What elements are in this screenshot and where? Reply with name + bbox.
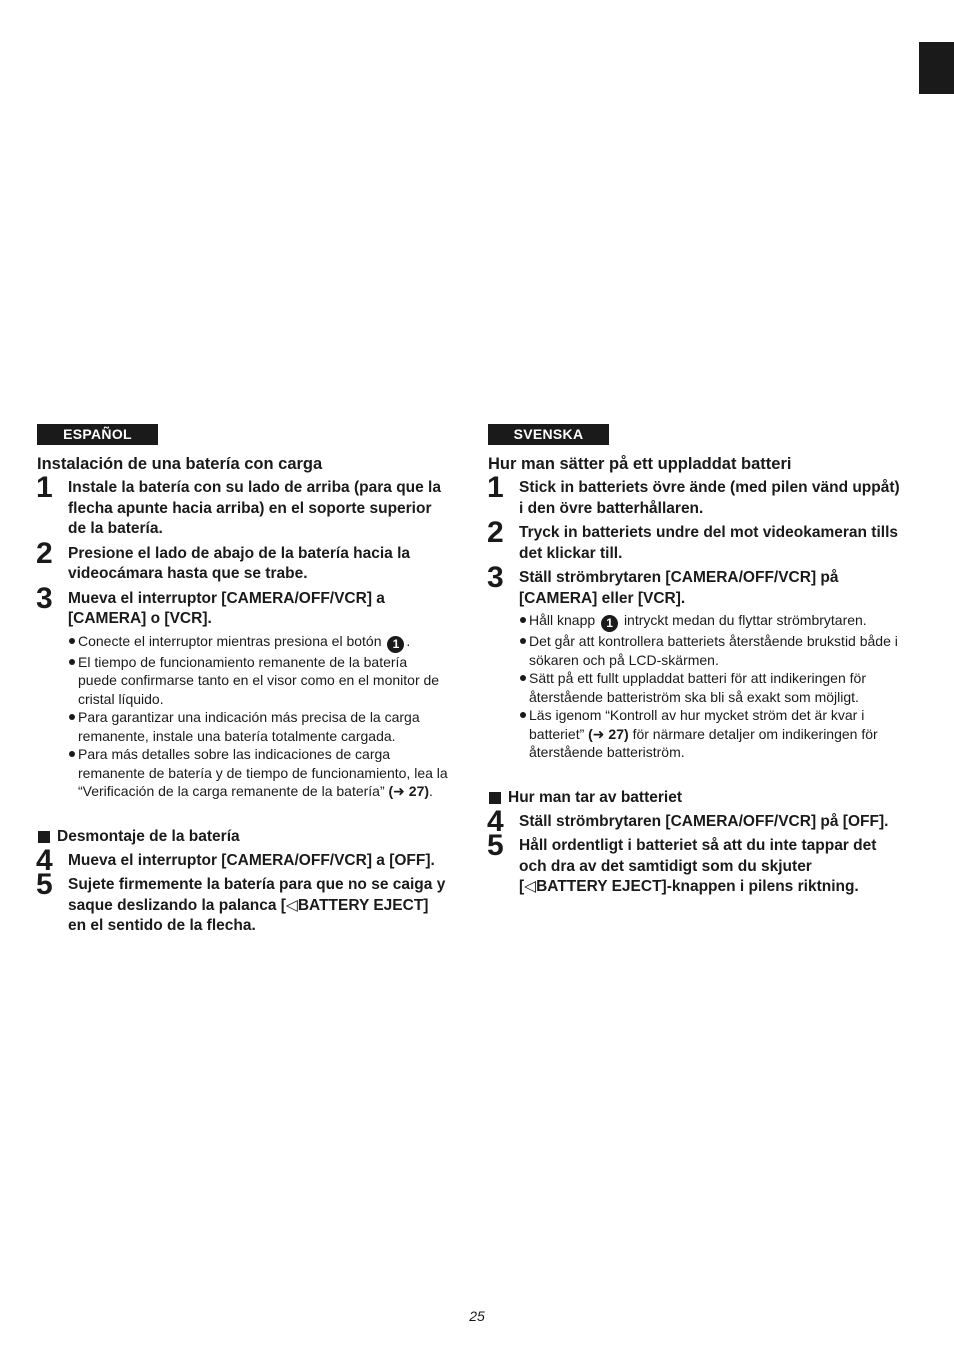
language-label-sv: SVENSKA bbox=[488, 424, 609, 445]
note-item: Det går att kontrollera batteriets återstående brukstid både i sökaren och på LCD-skärmen. bbox=[519, 632, 904, 669]
step-text: Tryck in batteriets undre del mot videokameran tills det klickar till. bbox=[519, 524, 899, 562]
note-item: El tiempo de funcionamiento remanente de la batería puede confirmarse tanto en el visor como en el monitor de cristal líquido. bbox=[68, 653, 449, 709]
step-text: Håll ordentligt i batteriet så att du inte tappar det och dra av det samtidigt som du skjuter [◁BATTERY EJECT]-knappen i pilens riktning. bbox=[519, 837, 877, 895]
column-espanol bbox=[37, 424, 449, 937]
step-number: 2 bbox=[487, 516, 504, 549]
step-number: 5 bbox=[487, 829, 504, 862]
step-number: 3 bbox=[36, 581, 53, 615]
section-title-sv: Hur man sätter på ett uppladdat batteri bbox=[488, 455, 792, 473]
step-number: 1 bbox=[487, 471, 504, 504]
note-text: intryckt medan du flyttar strömbrytaren. bbox=[623, 612, 867, 628]
note-item bbox=[519, 611, 904, 632]
step-text: Presione el lado de abajo de la batería hacia la videocámara hasta que se trabe. bbox=[68, 544, 410, 582]
section-title-es: Instalación de una batería con carga bbox=[37, 455, 323, 473]
step-text: Sujete firmemente la batería para que no se caiga y saque deslizando la palanca [◁BATTERY EJECT] en el sentido de la flecha. bbox=[68, 876, 446, 934]
note-text: för närmare detaljer om indikeringen för återstående batteriström. bbox=[529, 725, 878, 760]
step-4-es bbox=[36, 843, 449, 877]
step-1-es bbox=[36, 471, 449, 540]
step-text: Instale la batería con su lado de arriba (para que la flecha apunte hacia arriba) en el soporte superior de la batería. bbox=[68, 479, 441, 537]
note-text: . bbox=[406, 632, 411, 649]
note-item: Para garantizar una indicación más precisa de la carga remanente, instale una batería totalmente cargada. bbox=[68, 708, 449, 745]
step-text: Mueva el interruptor [CAMERA/OFF/VCR] a [CAMERA] o [VCR]. bbox=[68, 589, 385, 627]
step-number: 5 bbox=[36, 868, 53, 901]
step-1-sv bbox=[487, 471, 904, 519]
page-reference: (➜ 27) bbox=[388, 783, 430, 799]
button-1-icon: 1 bbox=[387, 636, 404, 653]
square-bullet-icon bbox=[489, 792, 501, 804]
step-number: 3 bbox=[487, 561, 504, 594]
step-number: 4 bbox=[487, 804, 504, 838]
step-text: Ställ strömbrytaren [CAMERA/OFF/VCR] på [OFF]. bbox=[519, 812, 889, 830]
removal-heading-text: Desmontaje de la batería bbox=[57, 827, 240, 845]
notes-list-es bbox=[68, 632, 449, 801]
step-text: Stick in batteriets övre ände (med pilen vänd uppåt) i den övre batterhållaren. bbox=[519, 479, 900, 517]
step-2-sv bbox=[487, 516, 904, 564]
note-text: Läs igenom “Kontroll av hur mycket ström det är kvar i batteriet” bbox=[529, 707, 865, 742]
removal-heading-sv bbox=[488, 788, 904, 808]
step-5-sv bbox=[487, 829, 904, 898]
page-reference: (➜ 27) bbox=[588, 725, 629, 742]
notes-list-sv bbox=[519, 611, 904, 762]
note-item bbox=[68, 745, 449, 801]
column-svenska bbox=[488, 424, 904, 898]
step-3-sv bbox=[487, 561, 904, 762]
note-item bbox=[68, 632, 449, 653]
square-bullet-icon bbox=[38, 831, 50, 843]
step-number: 1 bbox=[36, 471, 53, 504]
button-1-icon: 1 bbox=[601, 615, 618, 632]
note-text: Conecte el interruptor mientras presiona el botón bbox=[78, 632, 382, 649]
section-tab-marker bbox=[919, 42, 954, 94]
step-5-es bbox=[36, 868, 449, 937]
removal-heading-es bbox=[37, 827, 449, 847]
note-text: Håll knapp bbox=[529, 612, 596, 628]
step-4-sv bbox=[487, 804, 904, 838]
note-text: . bbox=[429, 783, 433, 799]
note-text: Para más detalles sobre las indicaciones de carga remanente de batería y de tiempo de funcionamiento, lea la “Verificación de la carga remanente de la batería” bbox=[78, 746, 448, 799]
page-number: 25 bbox=[469, 1308, 485, 1324]
step-text: Ställ strömbrytaren [CAMERA/OFF/VCR] på [CAMERA] eller [VCR]. bbox=[519, 569, 839, 607]
step-2-es bbox=[36, 536, 449, 585]
note-item bbox=[519, 706, 904, 762]
step-number: 4 bbox=[36, 843, 53, 877]
removal-heading-text: Hur man tar av batteriet bbox=[508, 788, 682, 806]
step-text: Mueva el interruptor [CAMERA/OFF/VCR] a [OFF]. bbox=[68, 851, 435, 869]
step-number: 2 bbox=[36, 536, 53, 570]
note-item: Sätt på ett fullt uppladdat batteri för att indikeringen för återstående batteriström ska bli så exakt som möjligt. bbox=[519, 669, 904, 706]
step-3-es bbox=[36, 581, 449, 801]
language-label-es: ESPAÑOL bbox=[37, 424, 158, 445]
